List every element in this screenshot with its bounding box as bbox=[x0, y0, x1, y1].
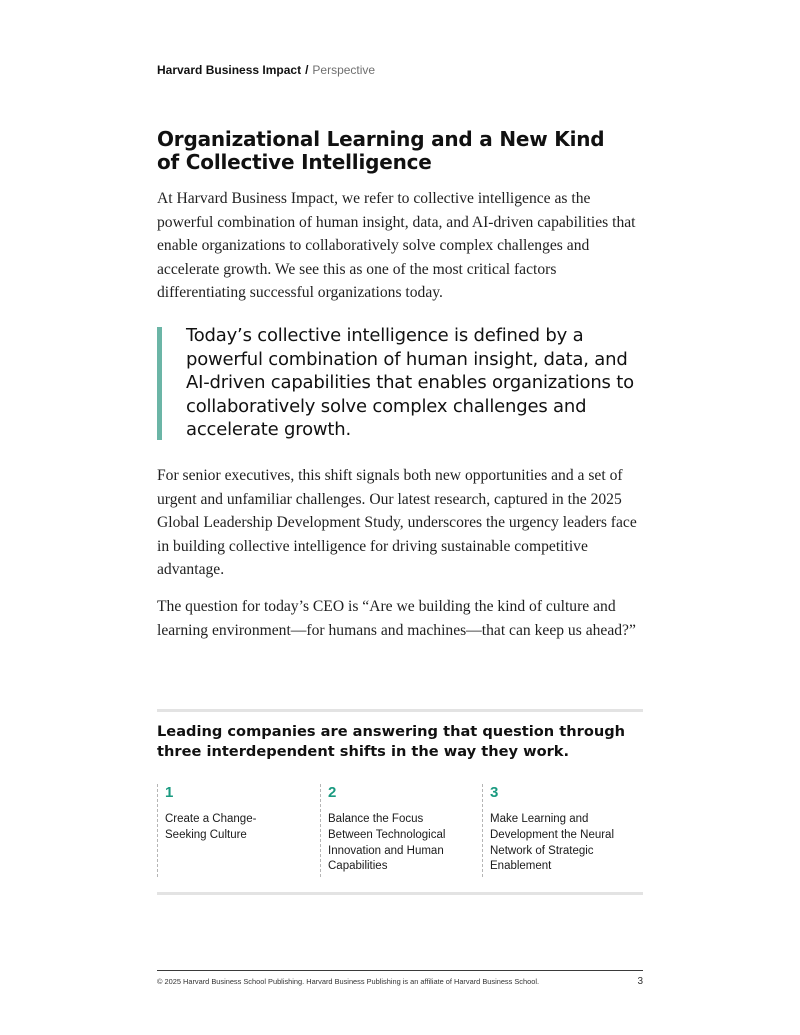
header-separator: / bbox=[305, 63, 309, 77]
shift-item-3 bbox=[482, 784, 632, 877]
pull-quote: Today’s collective intelligence is defined by a powerful combination of human insight, data, and AI-driven capabilities that enables organizations to collaboratively solve complex challenges and accelerate growth. bbox=[186, 325, 634, 441]
shifts-box-top-rule bbox=[157, 709, 643, 712]
page-number: 3 bbox=[637, 976, 643, 987]
shift-item-2 bbox=[320, 784, 470, 877]
header-section: Perspective bbox=[312, 63, 376, 77]
shift-item-1 bbox=[157, 784, 307, 877]
shift-label: Create a Change-Seeking Culture bbox=[165, 813, 257, 841]
header-brand: Harvard Business Impact bbox=[157, 63, 302, 77]
shift-label: Balance the Focus Between Technological Innovation and Human Capabilities bbox=[328, 813, 446, 873]
running-header bbox=[157, 63, 375, 77]
footer-rule bbox=[157, 970, 643, 971]
pull-quote-bar bbox=[157, 327, 162, 440]
paragraph-ceo-question: The question for today’s CEO is “Are we building the kind of culture and learning environment—for humans and machines—that can keep us ahead?” bbox=[157, 598, 636, 639]
footer-copyright: © 2025 Harvard Business School Publishing. Harvard Business Publishing is an affiliate of Harvard Business School. bbox=[157, 977, 540, 986]
shift-number: 1 bbox=[165, 784, 174, 801]
intro-paragraph: At Harvard Business Impact, we refer to collective intelligence as the powerful combination of human insight, data, and AI-driven capabilities that enable organizations to collaboratively solve complex challenges and accelerate growth. We see this as one of the most critical factors differentiating successful organizations today. bbox=[157, 190, 636, 302]
shift-number: 2 bbox=[328, 784, 337, 801]
shifts-box-bottom-rule bbox=[157, 892, 643, 895]
shift-label: Make Learning and Development the Neural Network of Strategic Enablement bbox=[490, 813, 615, 873]
shifts-box-title: Leading companies are answering that question through three interdependent shifts in the way they work. bbox=[157, 723, 626, 760]
shift-number: 3 bbox=[490, 784, 499, 801]
article-title: Organizational Learning and a New Kind of Collective Intelligence bbox=[157, 127, 605, 174]
paragraph-senior-executives: For senior executives, this shift signals both new opportunities and a set of urgent and unfamiliar challenges. Our latest research, captured in the 2025 Global Leadership Development Study, underscores the urgency leaders face in building collective intelligence for driving sustainable competitive advantage. bbox=[157, 467, 637, 579]
